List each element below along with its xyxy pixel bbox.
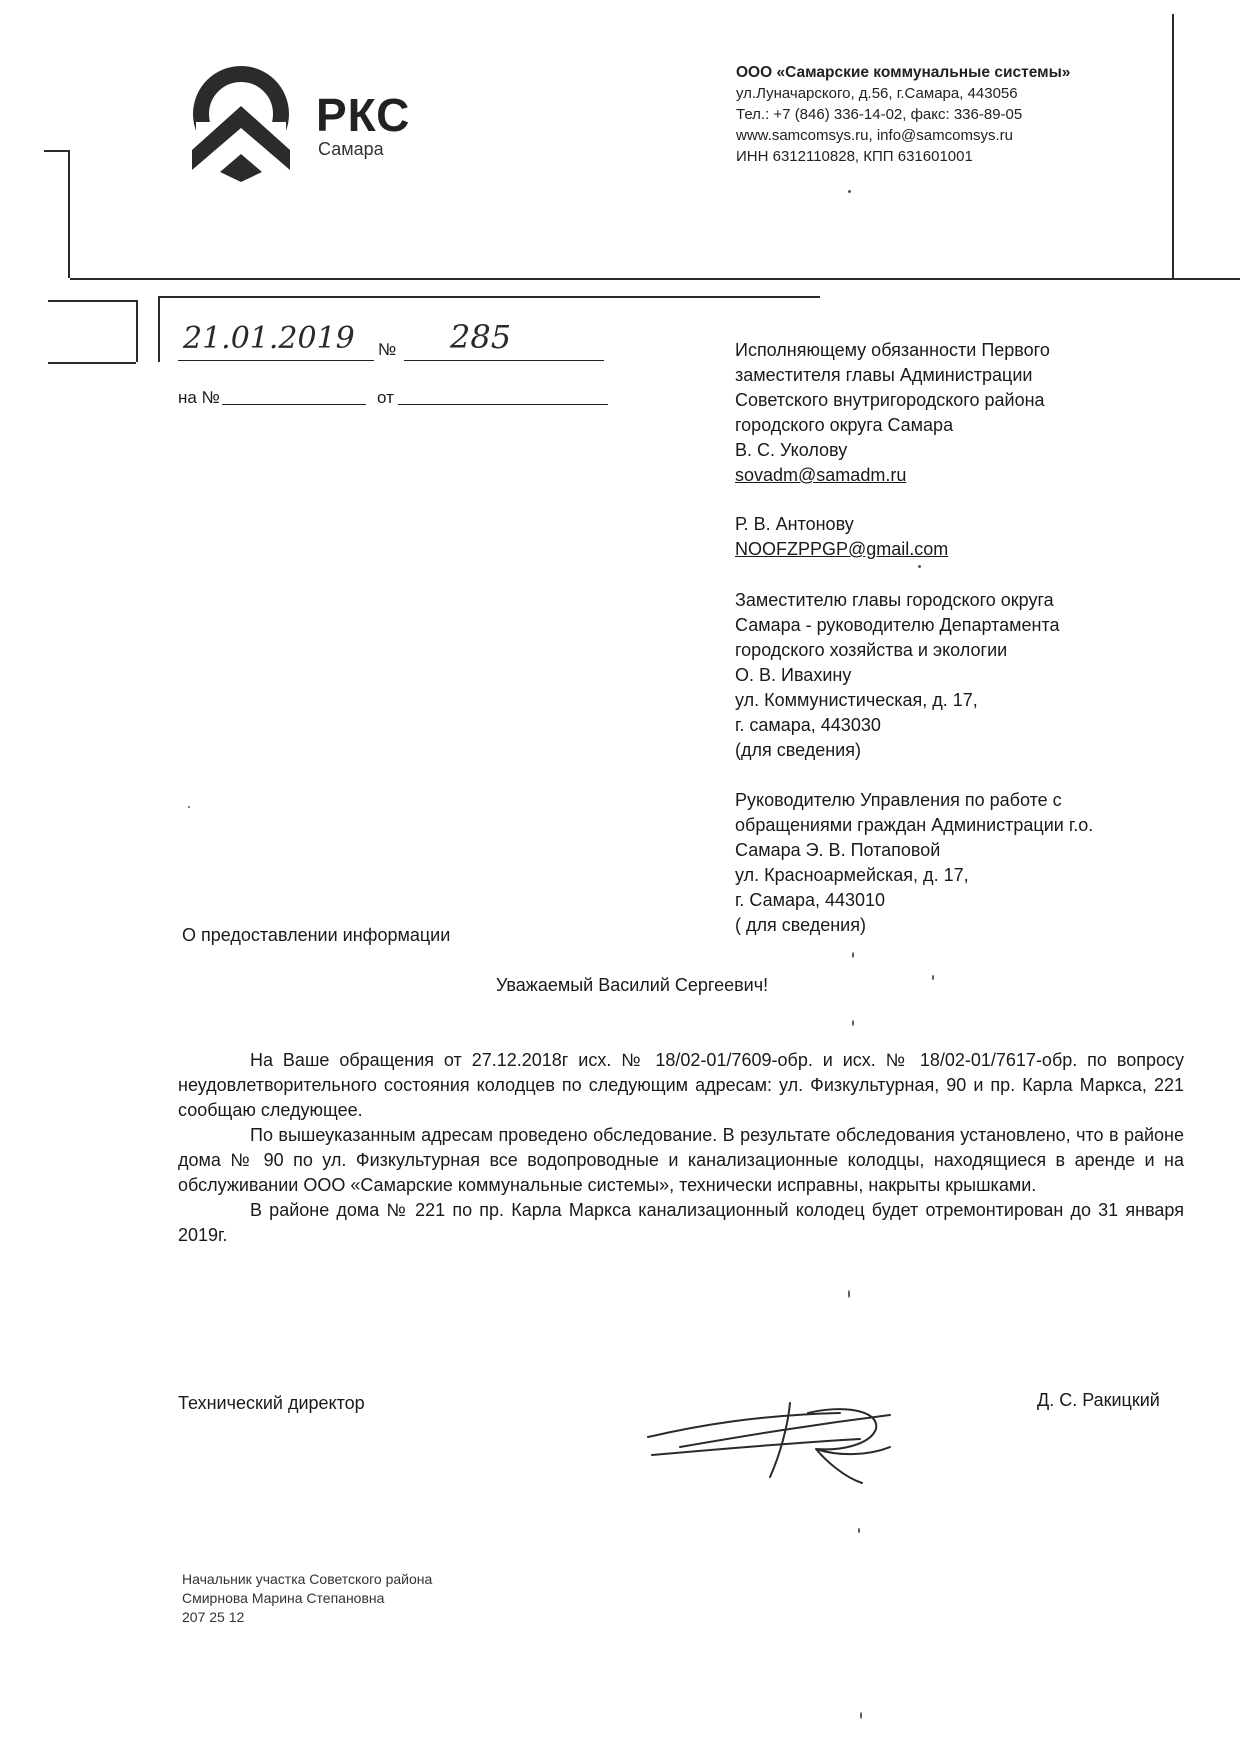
handwritten-signature-icon	[640, 1385, 930, 1495]
scan-speck	[852, 1020, 854, 1026]
company-tax: ИНН 6312110828, КПП 631601001	[736, 148, 973, 165]
addressee-address: ул. Коммунистическая, д. 17,	[735, 690, 978, 710]
addressee-line: Самара - руководителю Департамента	[735, 615, 1060, 635]
scan-speck	[848, 190, 851, 193]
company-name: ООО «Самарские коммунальные системы»	[736, 64, 1071, 81]
executor-phone: 207 25 12	[182, 1609, 245, 1625]
registration-date: 21.01.2019	[183, 321, 355, 356]
body-paragraph: На Ваше обращения от 27.12.2018г исх. № 18/02-01/7609-обр. и исх. № 18/02-01/7617-обр. по вопросу неудовлетворительного состояния колодцев по следующим адресам: ул. Физкультурная, 90 и пр. Карла Маркса, 221 сообщаю следующее.	[178, 1050, 1184, 1120]
scan-speck	[858, 1528, 860, 1533]
date-underline	[178, 360, 374, 361]
body-paragraph: В районе дома № 221 по пр. Карла Маркса канализационный колодец будет отремонтирован до 31 января 2019г.	[178, 1200, 1184, 1245]
letter-greeting: Уважаемый Василий Сергеевич!	[496, 975, 769, 995]
scan-speck	[932, 975, 934, 980]
registration-number: 285	[450, 318, 512, 356]
addressee-block	[735, 588, 1175, 763]
addressee-line: заместителя главы Администрации	[735, 365, 1033, 385]
scan-speck	[860, 1712, 862, 1719]
addressee-line: обращениями граждан Администрации г.о.	[735, 815, 1094, 835]
addressee-note: ( для сведения)	[735, 915, 866, 935]
reg-frame-tick-b	[136, 300, 138, 362]
company-web: www.samcomsys.ru, info@samcomsys.ru	[736, 127, 1013, 144]
addressee-block	[735, 338, 1175, 488]
scan-speck	[918, 565, 921, 568]
registration-number-label: №	[378, 340, 397, 359]
company-requisites	[736, 62, 1070, 167]
letter-body	[178, 1048, 1184, 1248]
frame-top-left-tick	[44, 150, 68, 152]
scan-speck	[848, 1290, 850, 1298]
signatory-position: Технический директор	[178, 1393, 365, 1413]
company-phone: Тел.: +7 (846) 336-14-02, факс: 336-89-05	[736, 106, 1023, 123]
reg-frame-tick-c	[48, 362, 136, 364]
reference-number-label: на №	[178, 388, 220, 407]
addressee-block	[735, 788, 1175, 938]
addressee-name: Самара Э. В. Потаповой	[735, 840, 941, 860]
signatory-name: Д. С. Ракицкий	[1037, 1390, 1160, 1410]
reference-from-label: от	[377, 388, 394, 407]
addressee-address: ул. Красноармейская, д. 17,	[735, 865, 969, 885]
body-paragraph: По вышеуказанным адресам проведено обследование. В результате обследования установлено, что в районе дома № 90 по ул. Физкультурная все водопроводные и канализационные колодцы, находящиеся в аренде и на обслуживании ООО «Самарские коммунальные системы», технически исправны, накрыты крышками.	[178, 1125, 1184, 1195]
addressee-line: городского хозяйства и экологии	[735, 640, 1008, 660]
frame-bottom-horizontal	[70, 278, 1240, 280]
frame-left-vertical	[68, 150, 70, 278]
logo-city: Самара	[318, 139, 384, 159]
addressee-name: О. В. Ивахину	[735, 665, 852, 685]
scan-speck	[188, 806, 190, 808]
executor-position: Начальник участка Советского района	[182, 1571, 433, 1587]
addressee-email: sovadm@samadm.ru	[735, 465, 907, 485]
addressee-block	[735, 512, 1175, 562]
reg-frame-top	[160, 296, 820, 298]
rks-logo-icon	[186, 64, 296, 184]
frame-right-vertical	[1172, 14, 1174, 278]
scan-speck	[852, 952, 854, 958]
addressee-city: г. самара, 443030	[735, 715, 881, 735]
number-underline	[404, 360, 604, 361]
addressee-city: г. Самара, 443010	[735, 890, 886, 910]
addressee-line: Исполняющему обязанности Первого	[735, 340, 1050, 360]
executor-info	[182, 1570, 432, 1627]
reference-number-underline	[222, 404, 366, 405]
addressee-name: Р. В. Антонову	[735, 514, 854, 534]
addressee-line: городского округа Самара	[735, 415, 954, 435]
addressee-line: Советского внутригородского района	[735, 390, 1045, 410]
reg-frame-tick-a	[48, 300, 138, 302]
reg-frame-left	[158, 296, 160, 362]
addressee-name: В. С. Уколову	[735, 440, 848, 460]
addressee-email: NOOFZPPGP@gmail.com	[735, 539, 949, 559]
executor-name: Смирнова Марина Степановна	[182, 1590, 385, 1606]
addressee-note: (для сведения)	[735, 740, 861, 760]
logo-abbreviation: РКС	[316, 89, 411, 141]
company-address: ул.Луначарского, д.56, г.Самара, 443056	[736, 85, 1018, 102]
addressee-line: Заместителю главы городского округа	[735, 590, 1054, 610]
letter-subject: О предоставлении информации	[182, 925, 451, 945]
addressee-line: Руководителю Управления по работе с	[735, 790, 1062, 810]
reference-from-underline	[398, 404, 608, 405]
